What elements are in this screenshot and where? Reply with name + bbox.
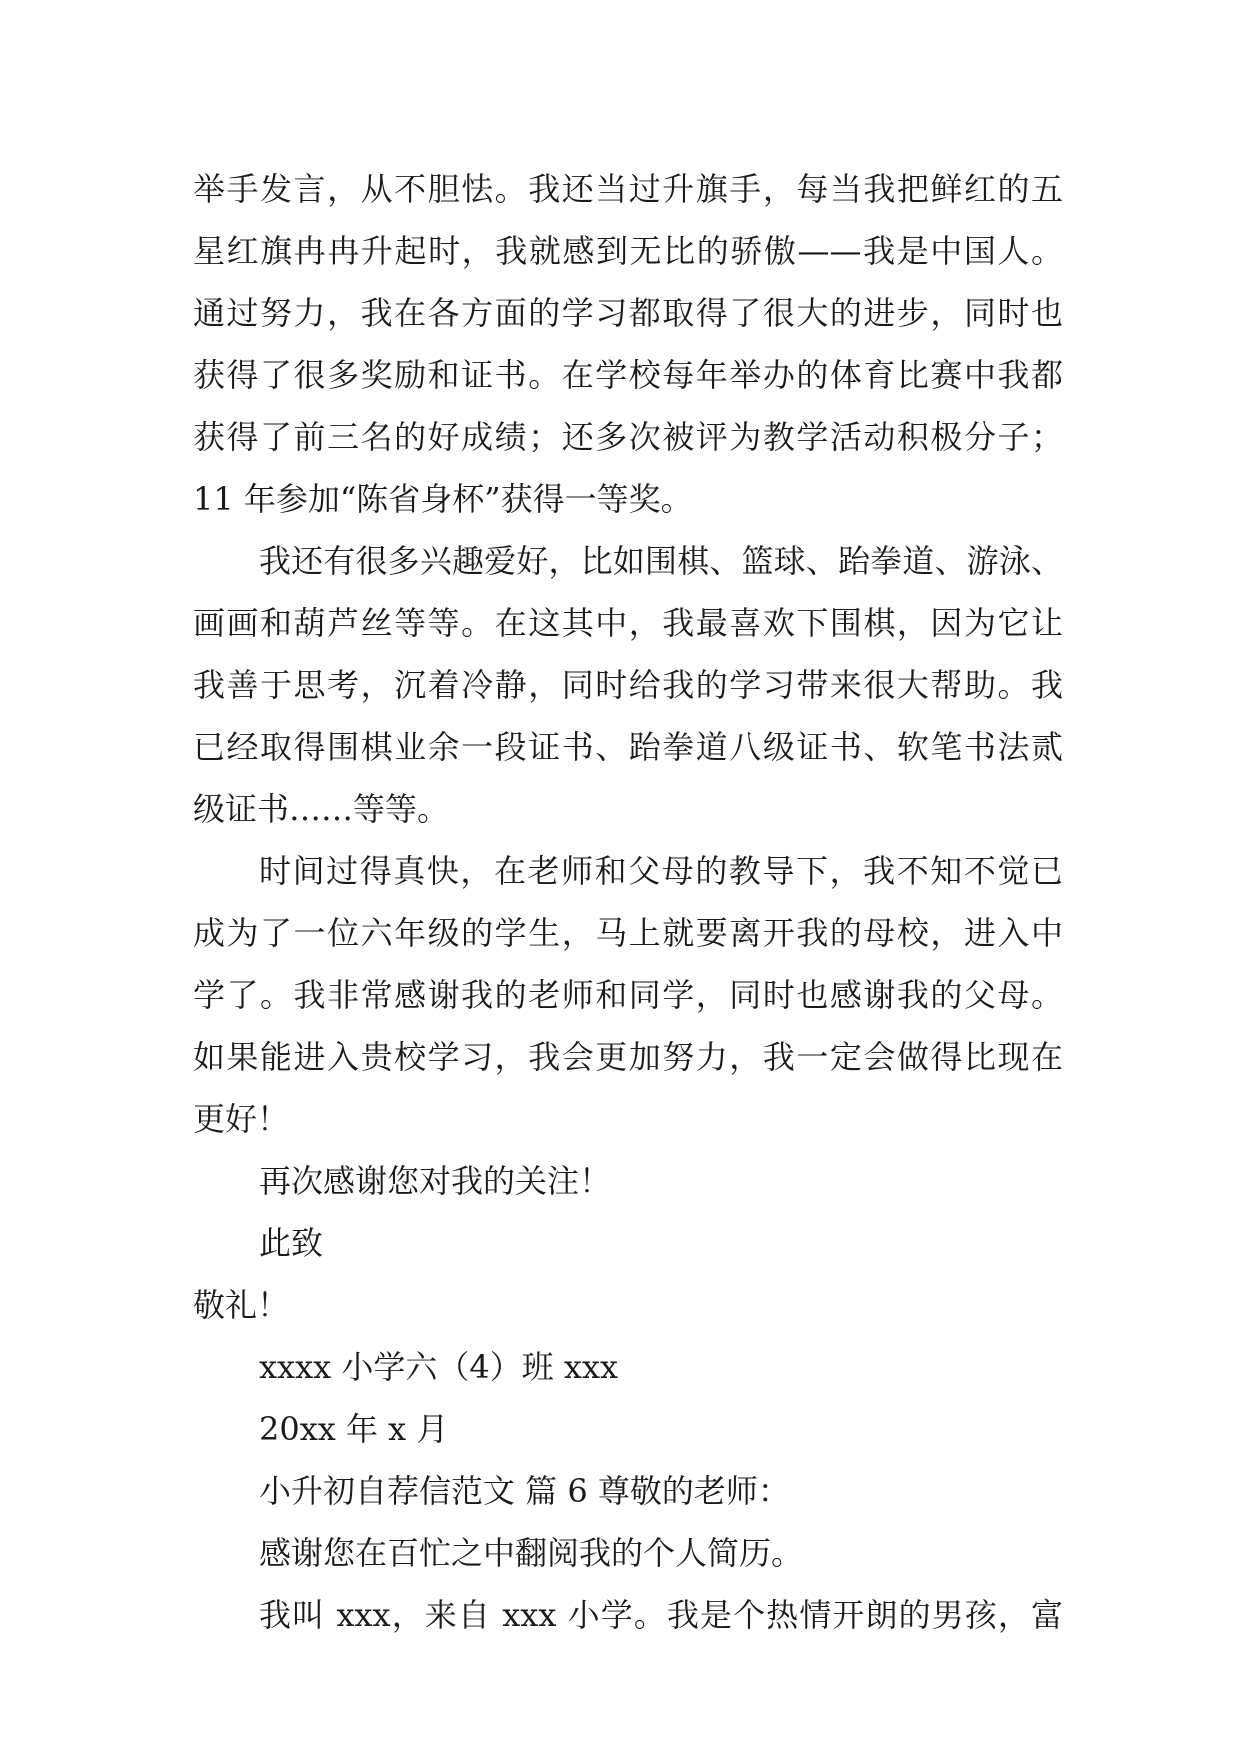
text-line: 获得了很多奖励和证书。在学校每年举办的体育比赛中我都: [193, 356, 1063, 394]
signature-date: 20xx 年 x 月: [259, 1410, 449, 1448]
text-line: 获得了前三名的好成绩；还多次被评为教学活动积极分子；: [193, 418, 1063, 456]
closing-salutation: 此致: [259, 1224, 324, 1262]
text-line: 成为了一位六年级的学生，马上就要离开我的母校，进入中: [193, 914, 1063, 952]
paragraph-first-line: 我还有很多兴趣爱好，比如围棋、篮球、跆拳道、游泳、: [259, 542, 1063, 580]
section-heading: 小升初自荐信范文 篇 6 尊敬的老师：: [259, 1472, 790, 1510]
text-line: 11 年参加“陈省身杯”获得一等奖。: [193, 480, 693, 518]
text-line: 画画和葫芦丝等等。在这其中，我最喜欢下围棋，因为它让: [193, 604, 1063, 642]
text-line: 更好！: [193, 1100, 290, 1138]
paragraph-first-line: 我叫 xxx，来自 xxx 小学。我是个热情开朗的男孩，富: [259, 1596, 1063, 1634]
text-line: 星红旗冉冉升起时，我就感到无比的骄傲——我是中国人。: [193, 232, 1063, 270]
text-line: 已经取得围棋业余一段证书、跆拳道八级证书、软笔书法贰: [193, 728, 1063, 766]
document-body: [193, 158, 1063, 1646]
text-line: 级证书……等等。: [193, 790, 450, 828]
signature-name: xxxx 小学六（4）班 xxx: [259, 1348, 619, 1386]
text-line: 学了。我非常感谢我的老师和同学，同时也感谢我的父母。: [193, 976, 1063, 1014]
text-line: 我善于思考，沉着冷静，同时给我的学习带来很大帮助。我: [193, 666, 1063, 704]
text-line: 通过努力，我在各方面的学习都取得了很大的进步，同时也: [193, 294, 1063, 332]
closing-thanks: 再次感谢您对我的关注！: [259, 1162, 612, 1200]
text-line: 感谢您在百忙之中翻阅我的个人简历。: [259, 1534, 804, 1572]
closing-regards: 敬礼！: [193, 1286, 290, 1324]
text-line: 举手发言，从不胆怯。我还当过升旗手，每当我把鲜红的五: [193, 170, 1063, 208]
paragraph-first-line: 时间过得真快，在老师和父母的教导下，我不知不觉已: [259, 852, 1063, 890]
text-line: 如果能进入贵校学习，我会更加努力，我一定会做得比现在: [193, 1038, 1063, 1076]
